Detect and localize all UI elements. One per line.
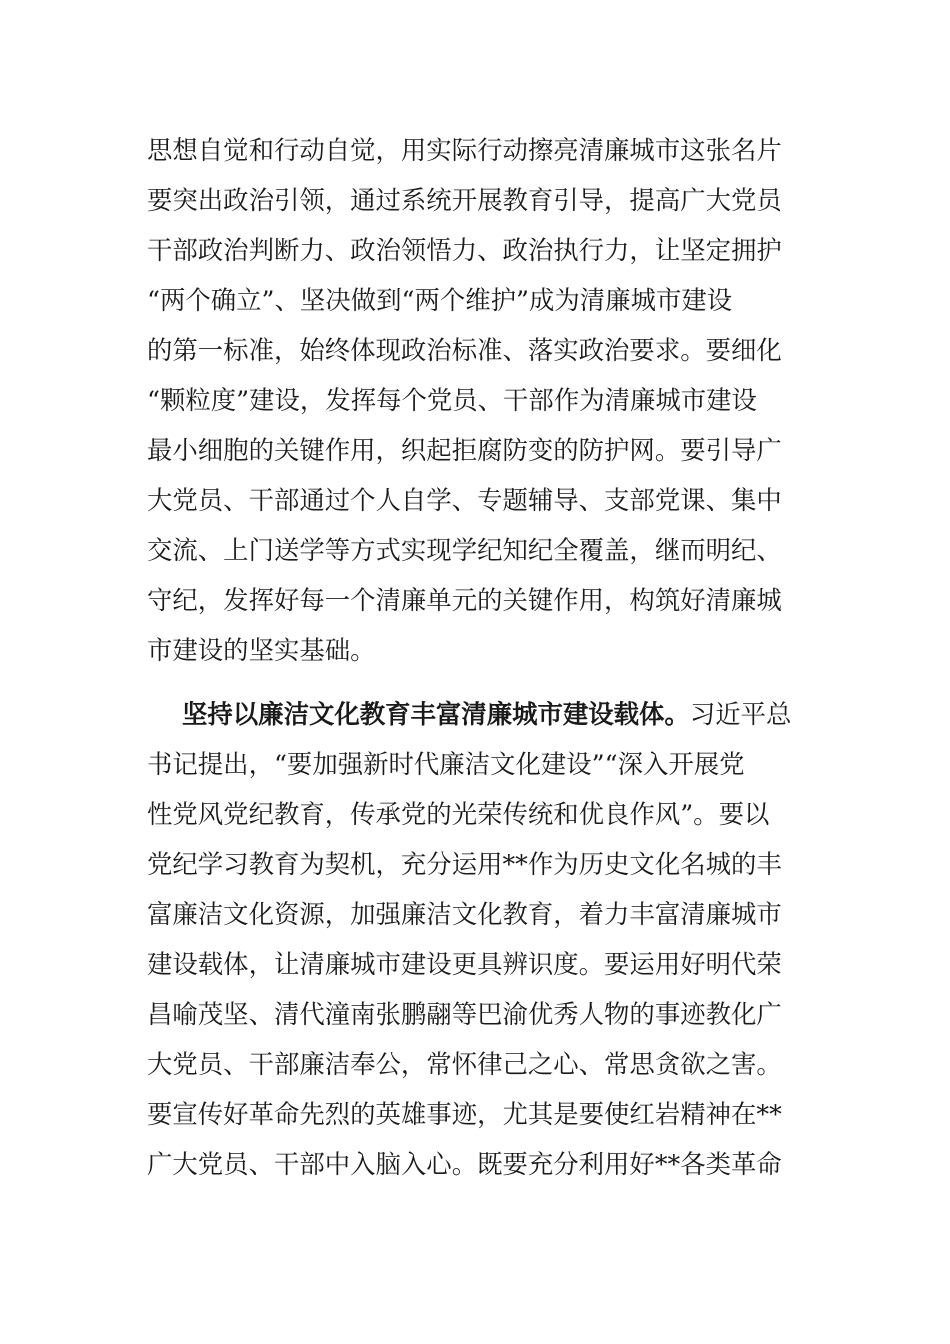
paragraph-1-line-11: 市建设的坚实基础。 (147, 635, 376, 665)
paragraph-2-first-line (182, 697, 807, 731)
paragraph-2-line-8: 大党员、干部廉洁奉公，常怀律己之心、常思贪欲之害。 (147, 1049, 782, 1079)
paragraph-1-line-2: 要突出政治引领，通过系统开展教育引导，提高广大党员 (147, 185, 782, 215)
section-heading: 坚持以廉洁文化教育丰富清廉城市建设载体。 (182, 699, 690, 729)
paragraph-1-line-3: 干部政治判断力、政治领悟力、政治执行力，让坚定拥护 (147, 235, 782, 265)
paragraph-1-line-7: 最小细胞的关键作用，织起拒腐防变的防护网。要引导广 (147, 435, 782, 465)
paragraph-1-line-6: “颗粒度”建设，发挥每个党员、干部作为清廉城市建设 (147, 385, 757, 415)
paragraph-2-line-5: 富廉洁文化资源，加强廉洁文化教育，着力丰富清廉城市 (147, 899, 782, 929)
paragraph-2-line-7: 昌喻茂坚、清代潼南张鹏翮等巴渝优秀人物的事迹教化广 (147, 999, 782, 1029)
paragraph-2-line-10: 广大党员、干部中入脑入心。既要充分利用好**各类革命 (147, 1149, 782, 1179)
paragraph-1-line-10: 守纪，发挥好每一个清廉单元的关键作用，构筑好清廉城 (147, 585, 782, 615)
paragraph-1-line-9: 交流、上门送学等方式实现学纪知纪全覆盖，继而明纪、 (147, 535, 782, 565)
paragraph-2-line-6: 建设载体，让清廉城市建设更具辨识度。要运用好明代荣 (147, 949, 782, 979)
paragraph-2-line-3: 性党风党纪教育，传承党的光荣传统和优良作风”。要以 (147, 799, 770, 829)
paragraph-1-line-1: 思想自觉和行动自觉，用实际行动擦亮清廉城市这张名片 (147, 135, 782, 165)
paragraph-1-line-8: 大党员、干部通过个人自学、专题辅导、支部党课、集中 (147, 485, 782, 515)
paragraph-2-line-4: 党纪学习教育为契机，充分运用**作为历史文化名城的丰 (147, 849, 782, 879)
paragraph-1-line-5: 的第一标准，始终体现政治标准、落实政治要求。要细化 (147, 335, 782, 365)
paragraph-2-first-line-text: 习近平总 (689, 699, 792, 729)
paragraph-2-line-2: 书记提出，“要加强新时代廉洁文化建设”“深入开展党 (147, 749, 745, 779)
paragraph-2-line-9: 要宣传好革命先烈的英雄事迹，尤其是要使红岩精神在** (147, 1099, 782, 1129)
paragraph-1-line-4: “两个确立”、坚决做到“两个维护”成为清廉城市建设 (147, 285, 733, 315)
